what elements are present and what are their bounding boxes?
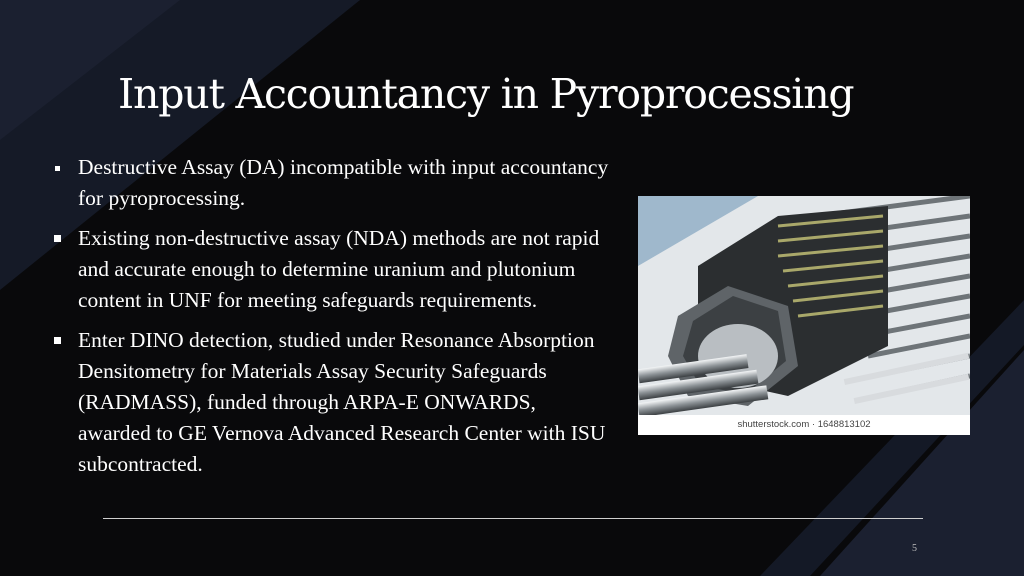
bullet-text: Destructive Assay (DA) incompatible with input accountancy for pyroprocessing. [78,155,609,210]
fuel-assembly-photo [638,196,970,435]
image-credit: shutterstock.com · 1648813102 [638,415,970,435]
footer-divider [103,518,923,519]
bullet-item [52,325,612,480]
page-number: 5 [912,543,917,554]
bullet-text: Existing non-destructive assay (NDA) methods are not rapid and accurate enough to determine uranium and plutonium content in UNF for meeting safeguards requirements. [78,226,600,312]
bullet-marker [55,166,60,171]
bullet-list [52,152,612,489]
bullet-marker [54,235,61,242]
bullet-marker [54,337,61,344]
slide-title: Input Accountancy in Pyroprocessing [118,70,854,118]
bullet-item [52,152,612,214]
bullet-text: Enter DINO detection, studied under Resonance Absorption Densitometry for Materials Assay Security Safeguards (RADMASS), funded through ARPA-E ONWARDS, awarded to GE Vernova Advanced Research Center with ISU subcontracted. [78,328,606,476]
fuel-assembly-illustration [638,196,970,415]
bullet-item [52,223,612,316]
